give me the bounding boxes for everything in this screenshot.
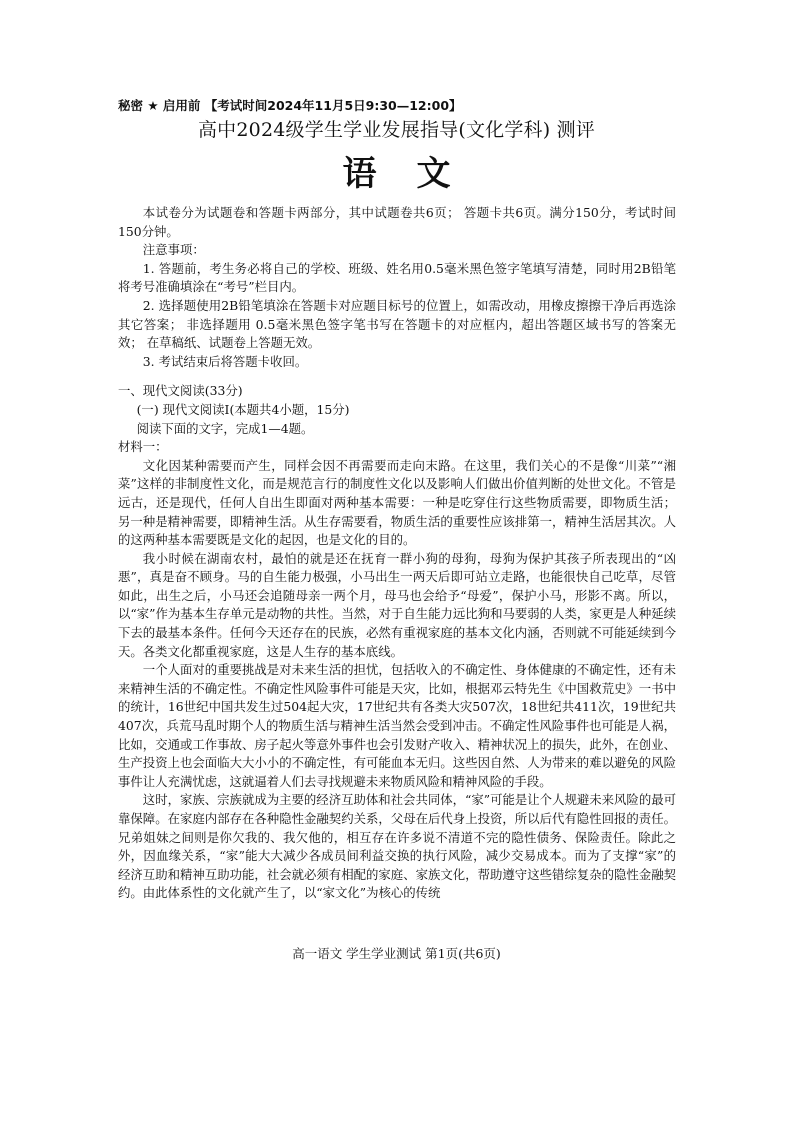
exam-title: 高中2024级学生学业发展指导(文化学科) 测评 xyxy=(197,119,596,141)
confidential-line: 秘密 ★ 启用前 【考试时间2024年11月5日9:30—12:00】 xyxy=(118,98,462,113)
material-label: 材料一： xyxy=(118,439,168,455)
passage-paragraph: 一个人面对的重要挑战是对未来生活的担忧，包括收入的不确定性、身体健康的不确定性，还有未来精神生活的不确定性。不确定性风险事件可能是天灾，比如，根据邓云特先生《中国救荒史》一书中的统计，16世纪中国共发生过504起大灾，17世纪共有各类大灾507次，18世纪共411次，19世纪共407次，兵荒马乱时期个人的物质生活与精神生活当然会受到冲击。不确定性风险事件也可能是人祸，比如，交通或工作事故、房子起火等意外事件也会引发财产收入、精神状况上的损失，此外，在创业、生产投资上也会面临大大小小的不确定性，有可能血本无归。这些因自然、人为带来的难以避免的风险事件让人充满忧虑，这就逼着人们去寻找规避未来物质风险和精神风险的手段。 xyxy=(118,662,676,789)
section-heading: 一、现代文阅读(33分) xyxy=(118,383,243,399)
passage-paragraph: 这时，家族、宗族就成为主要的经济互助体和社会共同体，“家”可能是让个人规避未来风险的最可靠保障。在家庭内部存在各种隐性金融契约关系，父母在后代身上投资，所以后代有隐性回报的责任。兄弟姐妹之间则是你欠我的、我欠他的，相互存在许多说不清道不完的隐性债务、保险责任。除此之外，因血缘关系，“家”能大大减少各成员间利益交换的执行风险，减少交易成本。而为了支撑“家”的经济互助和精神互助功能，社会就必须有相配的家庭、家族文化，帮助遵守这些错综复杂的隐性金融契约。由此体系性的文化就产生了，以“家文化”为核心的传统 xyxy=(118,792,676,901)
notes-title: 注意事项： xyxy=(142,242,205,258)
passage-paragraph: 我小时候在湖南农村，最怕的就是还在抚育一群小狗的母狗，母狗为保护其孩子所表现出的“凶悪”，真是奋不顾身。马的自生能力极强，小马出生一两天后即可站立走路，也能很快自己吃草，尽管如此，出生之后，小马还会追随母亲一两个月，母马也会给予“母爱”，保护小马，形影不离。所以，以“家”作为基本生存单元是动物的共性。当然，对于自生能力远比狗和马要弱的人类，家更是人种延续下去的最基本条件。任何今天还存在的民族，必然有重视家庭的基本文化内涵，否则就不可能延续到今天。各类文化都重视家庭，这是人生存的基本底线。 xyxy=(118,550,676,659)
note-item-3: 3. 考试结束后将答题卡收回。 xyxy=(142,353,308,369)
spacer xyxy=(118,371,676,382)
note-item-1: 1. 答题前，考生务必将自己的学校、班级、姓名用0.5毫米黑色签字笔填写清楚，同时用2B铅笔将考号准确填涂在“考号”栏目内。 xyxy=(118,260,676,295)
instructions-intro: 本试卷分为试题卷和答题卡两部分，其中试题卷共6页； 答题卡共6页。满分150分，考试时间150分钟。 xyxy=(118,205,676,239)
document-body xyxy=(118,204,676,903)
note-item-2: 2. 选择题使用2B铅笔填涂在答题卡对应题目标号的位置上，如需改动，用橡皮擦擦干净后再选涂其它答案； 非选择题用 0.5毫米黑色签字笔书写在答题卡的对应框内，超出答题区域书写的答案无效； 在草稿纸、试题卷上答题无效。 xyxy=(118,297,676,351)
subject-title: 语文 xyxy=(342,154,491,194)
reading-prompt: 阅读下面的文字，完成1—4题。 xyxy=(136,420,314,436)
page-footer: 高一语文 学生学业测试 第1页(共6页) xyxy=(292,946,501,961)
section-subheading: (一) 现代文阅读Ⅰ(本题共4小题，15分) xyxy=(136,401,350,417)
passage-paragraph: 文化因某种需要而产生，同样会因不再需要而走向末路。在这里，我们关心的不是像“川菜”“湘菜”这样的非制度性文化，而是规范言行的制度性文化以及影响人们做出价值判断的处世文化。不管是远古，还是现代，任何人自出生即面对两种基本需要：一种是吃穿住行这些物质需要，即物质生活； 另一种是精神需要，即精神生活。从生存需要看，物质生活的重要性应该排第一，精神生活居其次。人的这两种基本需要既是文化的起因，也是文化的目的。 xyxy=(118,457,676,548)
